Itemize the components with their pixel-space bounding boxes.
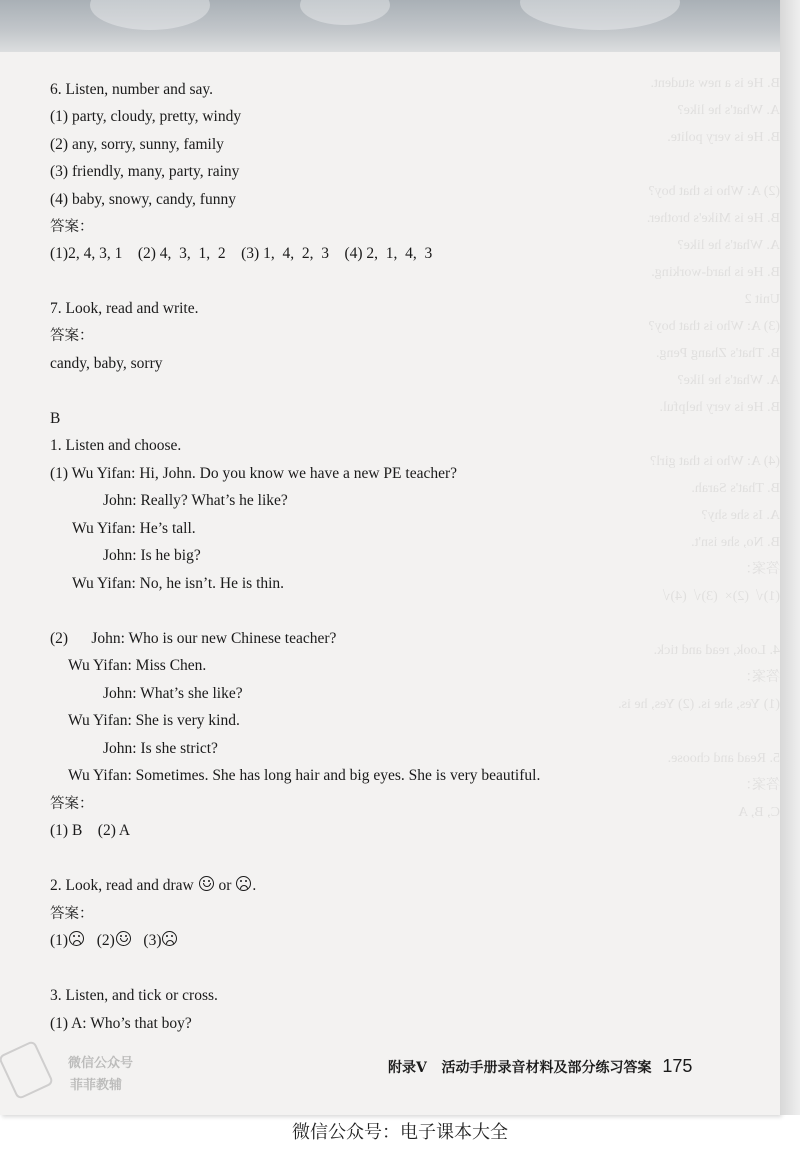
- bleed-through-text: B. He is a new student. A. What's he like? B. He is very polite. (2) A: Who is that boy? B. He is Mike's brother. A. What's he like? B. He is hard-working. Unit 2 (3) A: Who is that boy? B. That's Zhang Peng. A. What's he like? B. He is very helpful. (4) A: Who is that girl? B. That's Sarah. A. Is she shy? B. No, she isn't. 答案： (1)√ (2)× (3)√ (4)√ 4. Look, read and tick. 答案： (1) Yes, she is. (2) Yes, he is. 5. Read and choose. 答案： C, B, A: [618, 76, 780, 820]
- b2-answer-number: (2): [96, 932, 115, 949]
- b2-answer-number: (1): [50, 932, 69, 949]
- dialogue-line: John: Is she strict?: [103, 740, 218, 757]
- page-number: 175: [662, 1056, 693, 1076]
- smile-face-icon: [199, 876, 214, 891]
- section6-answer: (1)2, 4, 3, 1 (2) 4, 3, 1, 2 (3) 1, 4, 2, 3 (4) 2, 1, 4, 3: [50, 245, 433, 262]
- b1-title: 1. Listen and choose.: [50, 437, 182, 454]
- section6-title: 6. Listen, number and say.: [50, 81, 213, 98]
- dialogue-line: Wu Yifan: She is very kind.: [68, 712, 240, 729]
- b2-answer-number: (3): [143, 932, 162, 949]
- answer-label: 答案：: [50, 906, 94, 922]
- watermark-badge-line2: 菲菲教辅: [70, 1078, 123, 1093]
- page-footer: [388, 1056, 692, 1077]
- b2-answers: [50, 931, 178, 951]
- watermark-badge: [6, 1040, 156, 1100]
- b2-title-text: 2. Look, read and draw: [50, 877, 194, 894]
- b2-title: [50, 876, 256, 896]
- section6-item: (2) any, sorry, sunny, family: [50, 136, 224, 153]
- bottom-watermark: 微信公众号：电子课本大全: [292, 1122, 508, 1143]
- pen-icon: [0, 1040, 54, 1100]
- dialogue-line: John: Really? What’s he like?: [103, 492, 288, 509]
- section6-item: (3) friendly, many, party, rainy: [50, 163, 240, 180]
- b3-line: (1) A: Who’s that boy?: [50, 1015, 192, 1032]
- dialogue-line: (2) John: Who is our new Chinese teacher?: [50, 630, 337, 647]
- footer-title: 活动手册录音材料及部分练习答案: [441, 1060, 652, 1076]
- section7-answer: candy, baby, sorry: [50, 355, 163, 372]
- b3-title: 3. Listen, and tick or cross.: [50, 987, 218, 1004]
- smile-face-icon: [116, 931, 131, 946]
- section6-item: (1) party, cloudy, pretty, windy: [50, 108, 242, 125]
- b1-answer: (1) B (2) A: [50, 822, 131, 839]
- sad-face-icon: [162, 931, 177, 946]
- sad-face-icon: [236, 876, 251, 891]
- dialogue-line: Wu Yifan: Miss Chen.: [68, 657, 207, 674]
- sad-face-icon: [69, 931, 84, 946]
- dialogue-line: John: What’s she like?: [103, 685, 243, 702]
- dialogue-line: Wu Yifan: He’s tall.: [72, 520, 196, 537]
- section7-title: 7. Look, read and write.: [50, 300, 199, 317]
- b2-title-or: or: [218, 877, 232, 894]
- dialogue-line: (1) Wu Yifan: Hi, John. Do you know we have a new PE teacher?: [50, 465, 458, 482]
- page-edge: [780, 0, 800, 1115]
- answer-label: 答案：: [50, 796, 94, 812]
- dialogue-line: John: Is he big?: [103, 547, 201, 564]
- section6-item: (4) baby, snowy, candy, funny: [50, 191, 236, 208]
- b2-title-end: .: [252, 877, 257, 894]
- answer-label: 答案：: [50, 328, 94, 344]
- dialogue-line: Wu Yifan: No, he isn’t. He is thin.: [72, 575, 285, 592]
- answer-label: 答案：: [50, 219, 94, 235]
- watermark-badge-line1: 微信公众号: [68, 1056, 134, 1071]
- footer-appendix: 附录V: [388, 1060, 427, 1076]
- dialogue-line: Wu Yifan: Sometimes. She has long hair and big eyes. She is very beautiful.: [68, 767, 541, 784]
- section-b-heading: B: [50, 410, 61, 427]
- top-photo-strip: [0, 0, 780, 52]
